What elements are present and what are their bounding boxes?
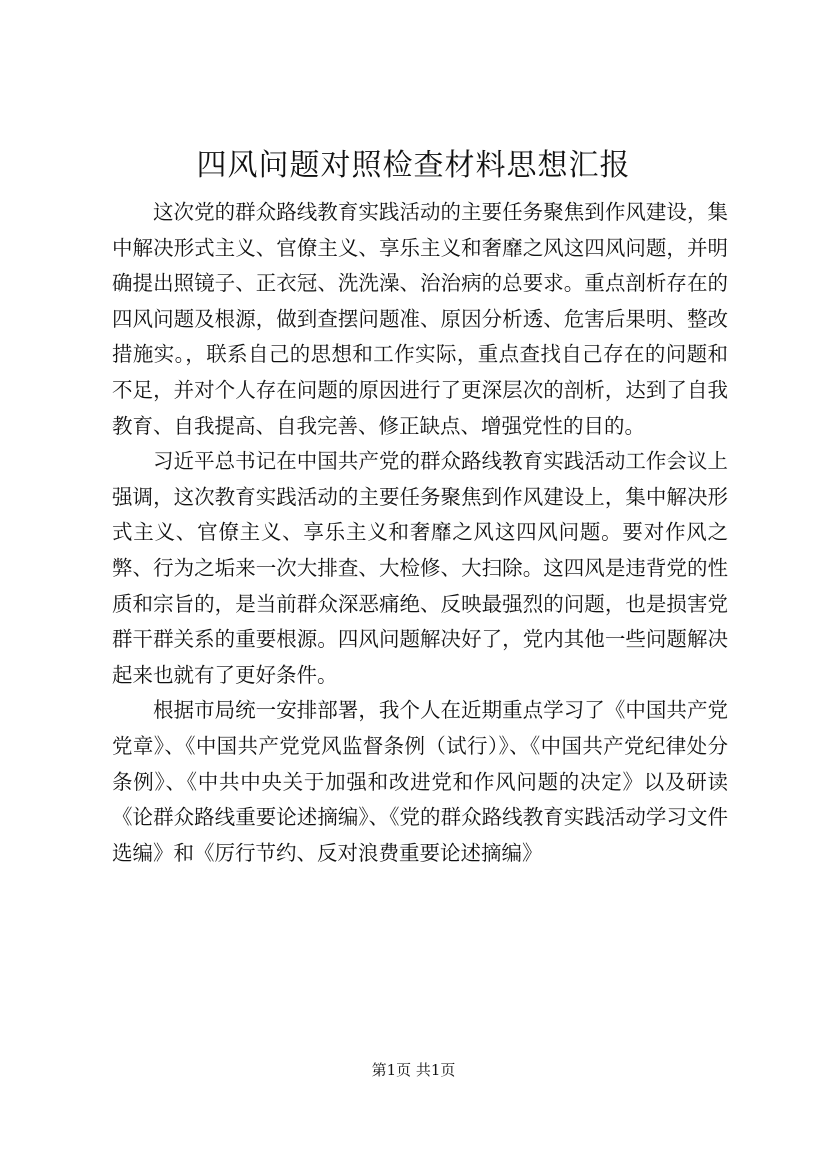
paragraph-2: 习近平总书记在中国共产党的群众路线教育实践活动工作会议上强调，这次教育实践活动的主要任务聚焦到作风建设上，集中解决形式主义、官僚主义、享乐主义和奢靡之风这四风问题。要对作风之弊、行为之垢来一次大排查、大检修、大扫除。这四风是违背党的性质和宗旨的，是当前群众深恶痛绝、反映最强烈的问题，也是损害党群干群关系的重要根源。四风问题解决好了，党内其他一些问题解决起来也就有了更好条件。 (112, 449, 728, 687)
paragraph-3: 根据市局统一安排部署，我个人在近期重点学习了《中国共产党党章》、《中国共产党党风监督条例（试行）》、《中国共产党纪律处分条例》、《中共中央关于加强和改进党和作风问题的决定》以及研读《论群众路线重要论述摘编》、《党的群众路线教育实践活动学习文件选编》和《厉行节约、反对浪费重要论述摘编》 (112, 698, 728, 865)
document-title: 四风问题对照检查材料思想汇报 (196, 148, 631, 183)
page-footer: 第1页 共1页 (371, 1061, 456, 1079)
paragraph-1: 这次党的群众路线教育实践活动的主要任务聚焦到作风建设，集中解决形式主义、官僚主义、享乐主义和奢靡之风这四风问题，并明确提出照镜子、正衣冠、洗洗澡、治治病的总要求。重点剖析存在的四风问题及根源，做到查摆问题准、原因分析透、危害后果明、整改措施实。，联系自己的思想和工作实际，重点查找自己存在的问题和不足，并对个人存在问题的原因进行了更深层次的剖析，达到了自我教育、自我提高、自我完善、修正缺点、增强党性的目的。 (112, 200, 728, 438)
document-body (112, 195, 728, 871)
